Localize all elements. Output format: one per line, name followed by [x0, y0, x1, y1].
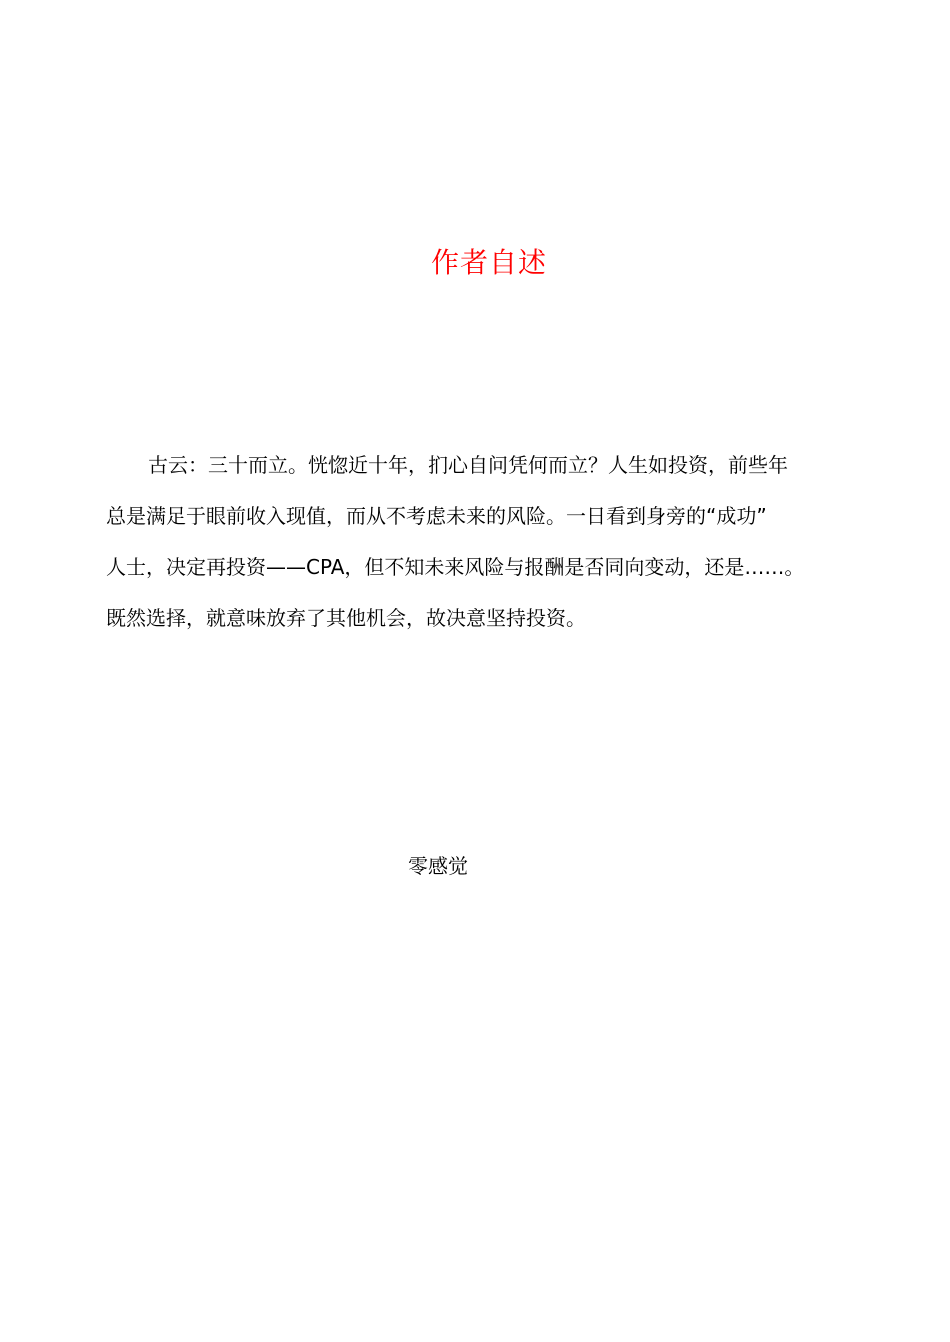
paragraph-line: 既然选择，就意味放弃了其他机会，故决意坚持投资。 — [106, 606, 586, 630]
page-title: 作者自述 — [430, 246, 547, 279]
paragraph-line: 古云：三十而立。恍惚近十年，扪心自问凭何而立？人生如投资，前些年 — [148, 453, 788, 477]
author-signature: 零感觉 — [408, 854, 468, 878]
paragraph-line: 人士，决定再投资——CPA，但不知未来风险与报酬是否同向变动，还是……。 — [106, 555, 805, 579]
body-paragraph — [106, 446, 896, 650]
paragraph-line: 总是满足于眼前收入现值，而从不考虑未来的风险。一日看到身旁的“成功” — [106, 504, 767, 528]
